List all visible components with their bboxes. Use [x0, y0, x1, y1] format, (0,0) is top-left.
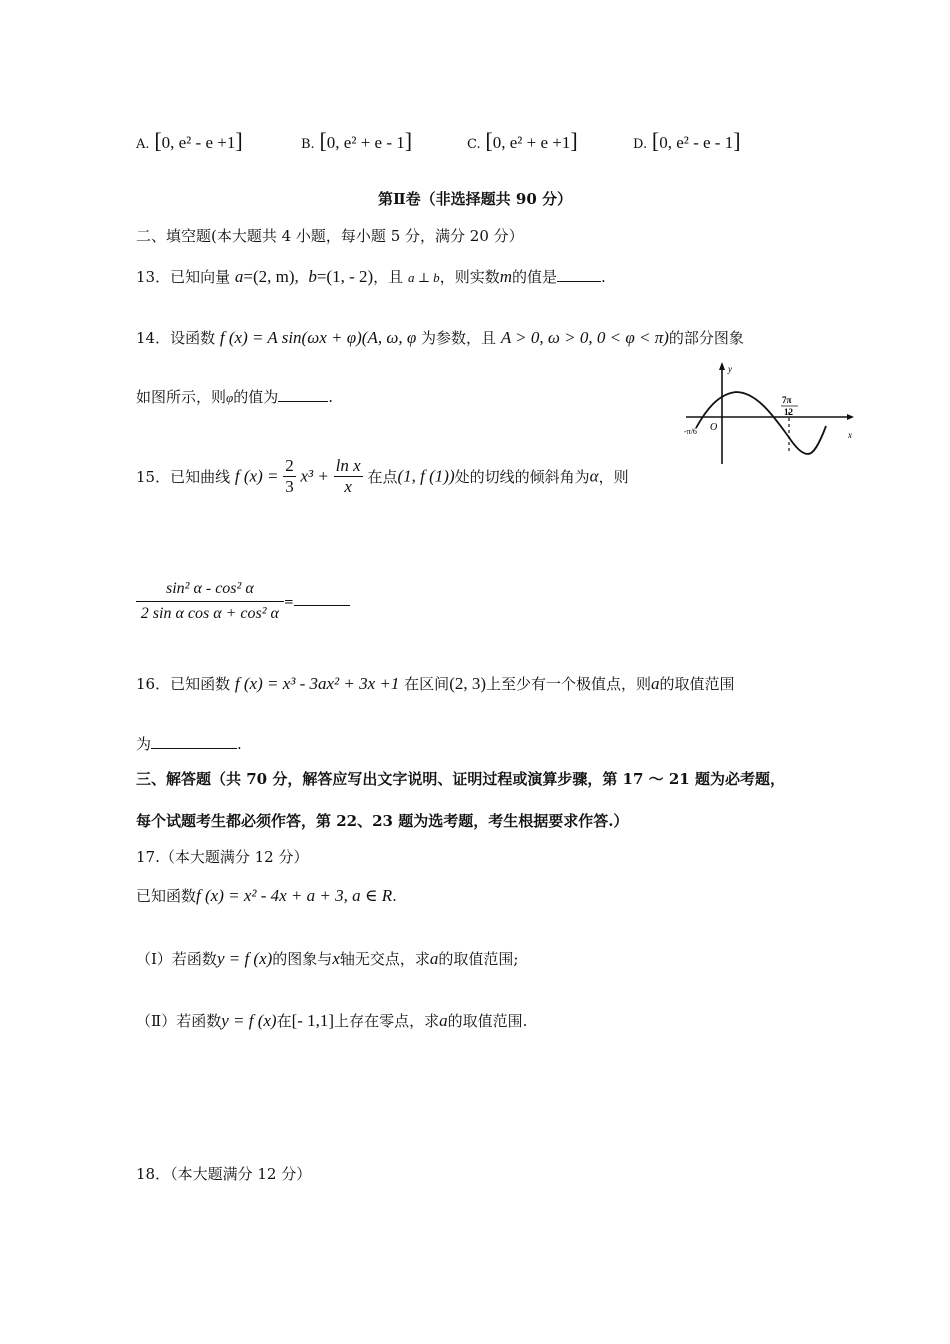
q17-statement: 已知函数f (x) = x² - 4x + a + 3, a ∈ R.: [136, 886, 397, 905]
q15-answer-blank[interactable]: [294, 597, 350, 606]
vector-a: a: [234, 267, 244, 286]
option-d: D. [0, e² - e - 1]: [633, 128, 741, 153]
q14-number: 14．: [136, 329, 171, 347]
q17-title: 17.（本大题满分 12 分）: [136, 848, 309, 866]
q15-number: 15．: [136, 468, 171, 486]
option-a-expr: 0, e² - e +1: [161, 133, 236, 152]
question-14: 14．设函数 f (x) = A sin(ωx + φ)(A, ω, φ 为参数，且 A > 0, ω > 0, 0 < φ < π)的部分图象: [136, 328, 744, 347]
y-axis-label: y: [728, 364, 732, 374]
q16-number: 16．: [136, 675, 171, 693]
option-a-label: A.: [136, 137, 150, 152]
log-fraction: $\frac{\text{ln x}}{x}$: [335, 456, 361, 496]
question-13: 13．已知向量 a=(2, m), b=(1, - 2)，且 a ⊥ b，则实数m的值是 .: [136, 267, 606, 286]
q17-part1: （Ⅰ）若函数y = f (x)的图象与x轴无交点，求a的取值范围;: [136, 949, 519, 968]
option-a: A. [0, e² - e +1]: [136, 128, 243, 153]
option-d-expr: 0, e² - e - 1: [659, 133, 734, 152]
option-b: B. [0, e² + e - 1]: [301, 128, 413, 153]
solve-header-line1: 三、解答题（共 70 分，解答应写出文字说明、证明过程或演算步骤，第 17 ～ 21 题为必考题，: [136, 770, 785, 788]
option-b-label: B.: [301, 137, 315, 152]
question-15: 15．已知曲线 f (x) = $\frac{2}{3}$ x³ + $\frac{\text{ln x}}{x}$ 在点(1, f (1))处的切线的倾斜角为α，则: [136, 456, 629, 496]
y-axis-arrow-icon: [719, 362, 725, 370]
q16-answer-blank[interactable]: [151, 734, 237, 749]
right-tick-den: 12: [784, 407, 793, 417]
vector-b: b: [308, 267, 317, 286]
origin-label: O: [710, 422, 718, 433]
option-b-expr: 0, e² + e - 1: [326, 133, 405, 152]
right-tick-num: 7π: [782, 395, 792, 405]
q13-number: 13．: [136, 268, 171, 286]
option-c-expr: 0, e² + e +1: [492, 133, 571, 152]
solve-header-line2: 每个试题考生都必须作答，第 22、23 题为选考题，考生根据要求作答.）: [136, 812, 629, 830]
sine-graph: [684, 360, 860, 468]
option-d-label: D.: [633, 137, 648, 152]
question-15-expression: $\frac{\text{sin² α - cos² α}}{\text{2 sin α cos α + cos² α}}$ =: [136, 580, 350, 623]
q18-title: 18．（本大题满分 12 分）: [136, 1165, 312, 1183]
option-c: C. [0, e² + e +1]: [467, 128, 578, 153]
question-16-line2: 为 .: [136, 735, 242, 753]
question-16: 16．已知函数 f (x) = x³ - 3ax² + 3x +1 在区间(2, 3)上至少有一个极值点，则a的取值范围: [136, 674, 735, 693]
left-tick-label: -π/6: [684, 427, 697, 436]
q17-part2: （Ⅱ）若函数y = f (x)在[- 1,1]上存在零点，求a的取值范围.: [136, 1011, 528, 1030]
trig-fraction: $\frac{\text{sin² α - cos² α}}{\text{2 sin α cos α + cos² α}}$: [136, 580, 284, 623]
x-axis-arrow-icon: [847, 414, 854, 420]
section-title: 第Ⅱ卷（非选择题共 90 分）: [378, 190, 572, 208]
coef-fraction: $\frac{2}{3}$: [285, 456, 294, 496]
option-c-label: C.: [467, 137, 481, 152]
fill-header: 二、填空题(本大题共 4 小题，每小题 5 分，满分 20 分）: [136, 227, 524, 245]
question-14-line2: 如图所示，则φ的值为 .: [136, 388, 334, 406]
q14-answer-blank[interactable]: [278, 387, 328, 402]
q13-answer-blank[interactable]: [557, 267, 601, 282]
x-axis-label: x: [848, 430, 852, 440]
